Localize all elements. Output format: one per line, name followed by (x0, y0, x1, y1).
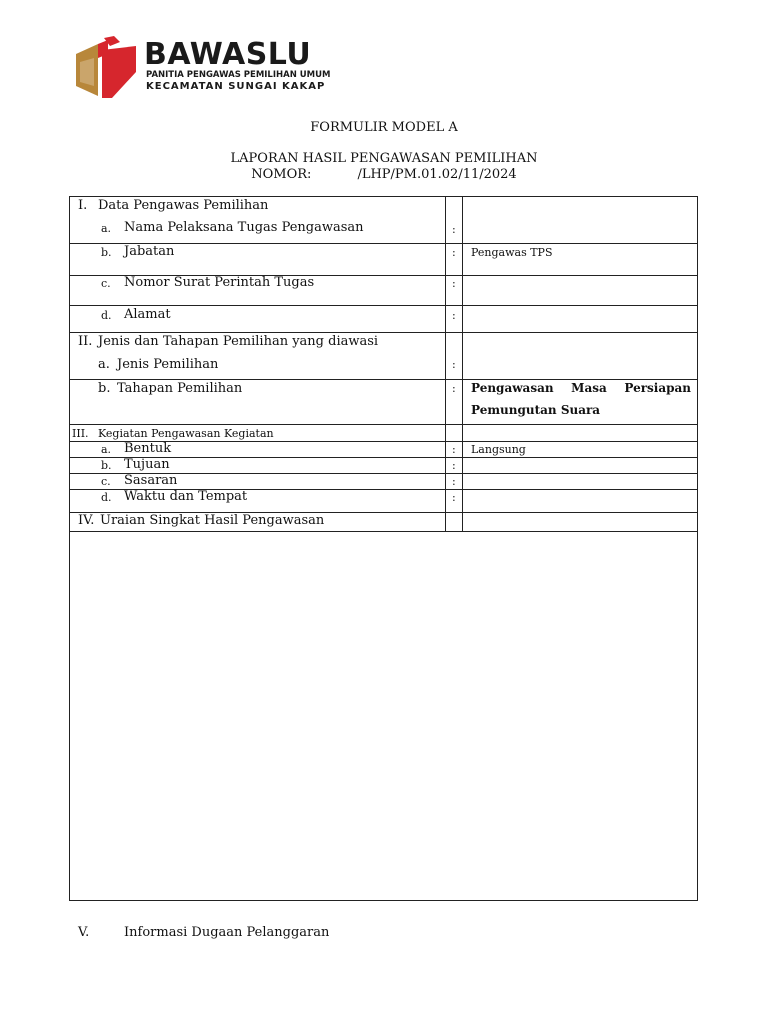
row-label: Waktu dan Tempat (124, 489, 248, 504)
row-label: Bentuk (124, 441, 172, 456)
section-1-title: Data Pengawas Pemilihan (98, 198, 269, 213)
row-colon: : (452, 277, 456, 290)
bawaslu-logo (74, 36, 331, 100)
logo-title: BAWASLU (144, 37, 312, 72)
row-letter: d. (101, 491, 112, 504)
row-letter: b. (98, 381, 111, 396)
description-area[interactable] (70, 532, 697, 900)
row-letter: b. (101, 459, 112, 472)
column-divider (445, 197, 446, 532)
report-table (69, 196, 698, 901)
section-1-number: I. (78, 198, 88, 213)
row-colon: : (452, 459, 456, 472)
section-3-number: III. (72, 427, 89, 440)
section-5-number: V. (78, 925, 90, 940)
section-4-number: IV. (78, 513, 95, 528)
section-3-title: Kegiatan Pengawasan Kegiatan (98, 427, 274, 440)
row-letter: d. (101, 309, 112, 322)
row-letter: c. (101, 475, 111, 488)
row-divider (70, 379, 697, 380)
tahapan-value-line-2: Pemungutan Suara (471, 403, 601, 417)
bentuk-value: Langsung (471, 443, 526, 456)
section-2-title: Jenis dan Tahapan Pemilihan yang diawasi (98, 334, 379, 349)
row-label: Jenis Pemilihan (117, 357, 219, 372)
row-label: Tujuan (124, 457, 170, 472)
row-colon: : (452, 358, 456, 371)
tahapan-value-line-1: Pengawasan Masa Persiapan (471, 381, 691, 395)
section-5-title: Informasi Dugaan Pelanggaran (124, 925, 330, 940)
row-letter: b. (101, 246, 112, 259)
row-label: Sasaran (124, 473, 178, 488)
row-label: Alamat (124, 307, 171, 322)
report-number (0, 167, 768, 182)
row-label: Tahapan Pemilihan (117, 381, 243, 396)
section-2-number: II. (78, 334, 93, 349)
row-colon: : (452, 309, 456, 322)
row-label: Jabatan (124, 244, 175, 259)
nomor-label: NOMOR: (251, 167, 312, 182)
row-colon: : (452, 382, 456, 395)
row-letter: a. (98, 357, 110, 372)
row-colon: : (452, 246, 456, 259)
logo-subtitle-2: KECAMATAN SUNGAI KAKAP (146, 81, 326, 92)
row-label: Nomor Surat Perintah Tugas (124, 275, 315, 290)
row-letter: a. (101, 222, 112, 235)
section-4-title: Uraian Singkat Hasil Pengawasan (100, 513, 325, 528)
bawaslu-emblem-icon (74, 36, 138, 100)
report-title: LAPORAN HASIL PENGAWASAN PEMILIHAN (230, 151, 538, 166)
row-letter: a. (101, 443, 112, 456)
row-colon: : (452, 223, 456, 236)
column-divider (462, 197, 463, 532)
row-colon: : (452, 475, 456, 488)
row-divider (70, 332, 697, 333)
row-divider (70, 424, 697, 425)
logo-subtitle-1: PANITIA PENGAWAS PEMILIHAN UMUM (146, 70, 331, 80)
nomor-value: /LHP/PM.01.02/11/2024 (357, 167, 517, 182)
row-colon: : (452, 443, 456, 456)
form-title: FORMULIR MODEL A (310, 120, 458, 135)
jabatan-value: Pengawas TPS (471, 246, 553, 259)
row-divider (70, 305, 697, 306)
row-letter: c. (101, 277, 111, 290)
row-colon: : (452, 491, 456, 504)
row-label: Nama Pelaksana Tugas Pengawasan (124, 220, 364, 235)
